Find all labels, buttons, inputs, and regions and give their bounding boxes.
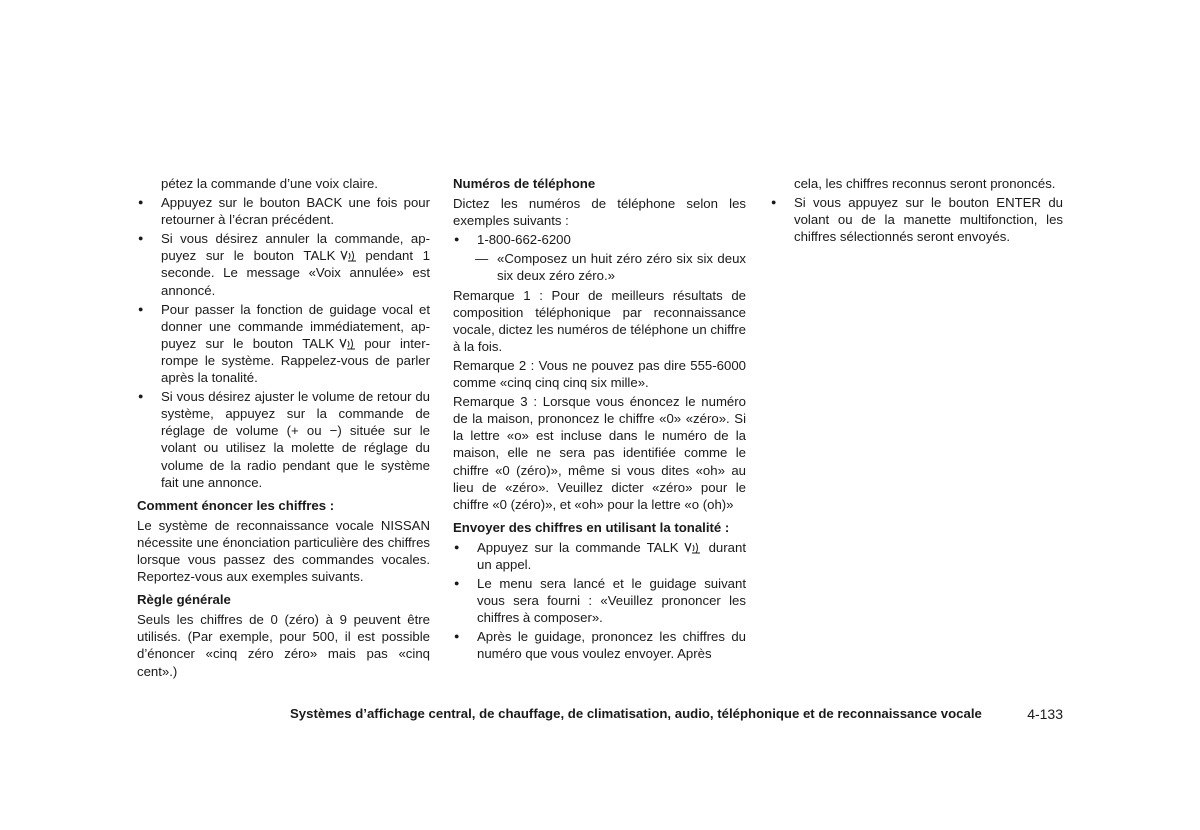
bullet-after-guidance: ● Après le guidage, prononcez les chiffres du numéro que vous voulez envoyer. Après bbox=[453, 628, 746, 662]
heading-general-rule: Règle générale bbox=[137, 592, 231, 608]
bullet-volume: ● Si vous désirez ajuster le volume de retour du système, appuyez sur la commande de réglage de volume (+ ou −) située sur le volant ou utilisez la molette de réglage du volume de la radio pendant que le système fait une annonce. bbox=[137, 388, 430, 491]
paragraph-dictate-numbers: Dictez les numéros de téléphone selon les exemples suivants : bbox=[453, 196, 746, 229]
column-middle bbox=[453, 175, 746, 665]
paragraph-nissan-voice: Le système de reconnaissance vocale NISSAN nécessite une énonciation particulière des chiffres lorsque vous passez des commandes vocales. Reportez-vous aux exemples suivants. bbox=[137, 517, 430, 585]
bullet-phone-example: ● 1-800-662-6200 bbox=[453, 231, 746, 248]
bullet-cancel-command: ● Si vous désirez annuler la commande, appuyez sur le bouton TALK pendant 1 seconde. Le message «Voix annulée» est annoncé. bbox=[137, 230, 430, 298]
continued-text: pétez la commande d’une voix claire. bbox=[161, 176, 378, 191]
heading-pronounce-digits: Comment énoncer les chiffres : bbox=[137, 497, 335, 513]
paragraph-general-rule: Seuls les chiffres de 0 (zéro) à 9 peuvent être utilisés. (Par exemple, pour 500, il est possible d’énoncer «cinq zéro zéro» mais pas «cinq cent».) bbox=[137, 612, 430, 679]
page-footer bbox=[290, 706, 1063, 722]
column-left bbox=[137, 175, 430, 682]
remark-1: Remarque 1 : Pour de meilleurs résultats de composition téléphonique par reconnaissance vocale, dictez les numéros de téléphone un chiffre à la fois. bbox=[453, 287, 746, 354]
bullet-menu-guidance: ● Le menu sera lancé et le guidage suivant vous sera fourni : «Veuillez prononcer les chiffres à composer». bbox=[453, 575, 746, 626]
remark-2: Remarque 2 : Vous ne pouvez pas dire 555-6000 comme «cinq cinq cinq six mille». bbox=[453, 357, 746, 391]
heading-send-digits: Envoyer des chiffres en utilisant la tonalité : bbox=[453, 519, 730, 535]
talk-voice-icon bbox=[339, 249, 359, 263]
talk-voice-icon bbox=[338, 337, 358, 351]
bullet-interrupt-guidance: ● Pour passer la fonction de guidage vocal et donner une commande immédiatement, appuyez sur le bouton TALK pour interrompe le système. Rappelez-vous de parler après la tonalité. bbox=[137, 301, 430, 386]
bullet-press-talk: ● Appuyez sur la commande TALK durant un appel. bbox=[453, 539, 746, 573]
dash-phone-example: — «Composez un huit zéro zéro six six deux six deux zéro zéro.» bbox=[453, 250, 746, 284]
column-right bbox=[770, 175, 1063, 247]
continued-text: cela, les chiffres reconnus seront prononcés. bbox=[794, 176, 1056, 191]
bullet-back-button: ● Appuyez sur le bouton BACK une fois pour retourner à l’écran précédent. bbox=[137, 194, 430, 228]
footer-section-title: Systèmes d’affichage central, de chauffage, de climatisation, audio, téléphonique et de reconnaissance vocale bbox=[290, 706, 982, 721]
remark-3: Remarque 3 : Lorsque vous énoncez le numéro de la maison, prononcez le chiffre «0» «zéro». Si la lettre «o» est incluse dans le numéro de la maison, elle ne sera pas identifiée comme le chiffre «0 (zéro)», même si vous dites «oh» au lieu de «zéro». Veuillez dicter «zéro» pour le chiffre «0 (zéro)», et «oh» pour la lettre «o (oh)» bbox=[453, 394, 746, 512]
heading-phone-numbers: Numéros de téléphone bbox=[453, 176, 596, 191]
page-number: 4-133 bbox=[1027, 706, 1063, 722]
talk-voice-icon bbox=[683, 541, 703, 555]
bullet-enter-button: ● Si vous appuyez sur le bouton ENTER du volant ou de la manette multifonction, les chiffres sélectionnés seront envoyés. bbox=[770, 194, 1063, 245]
